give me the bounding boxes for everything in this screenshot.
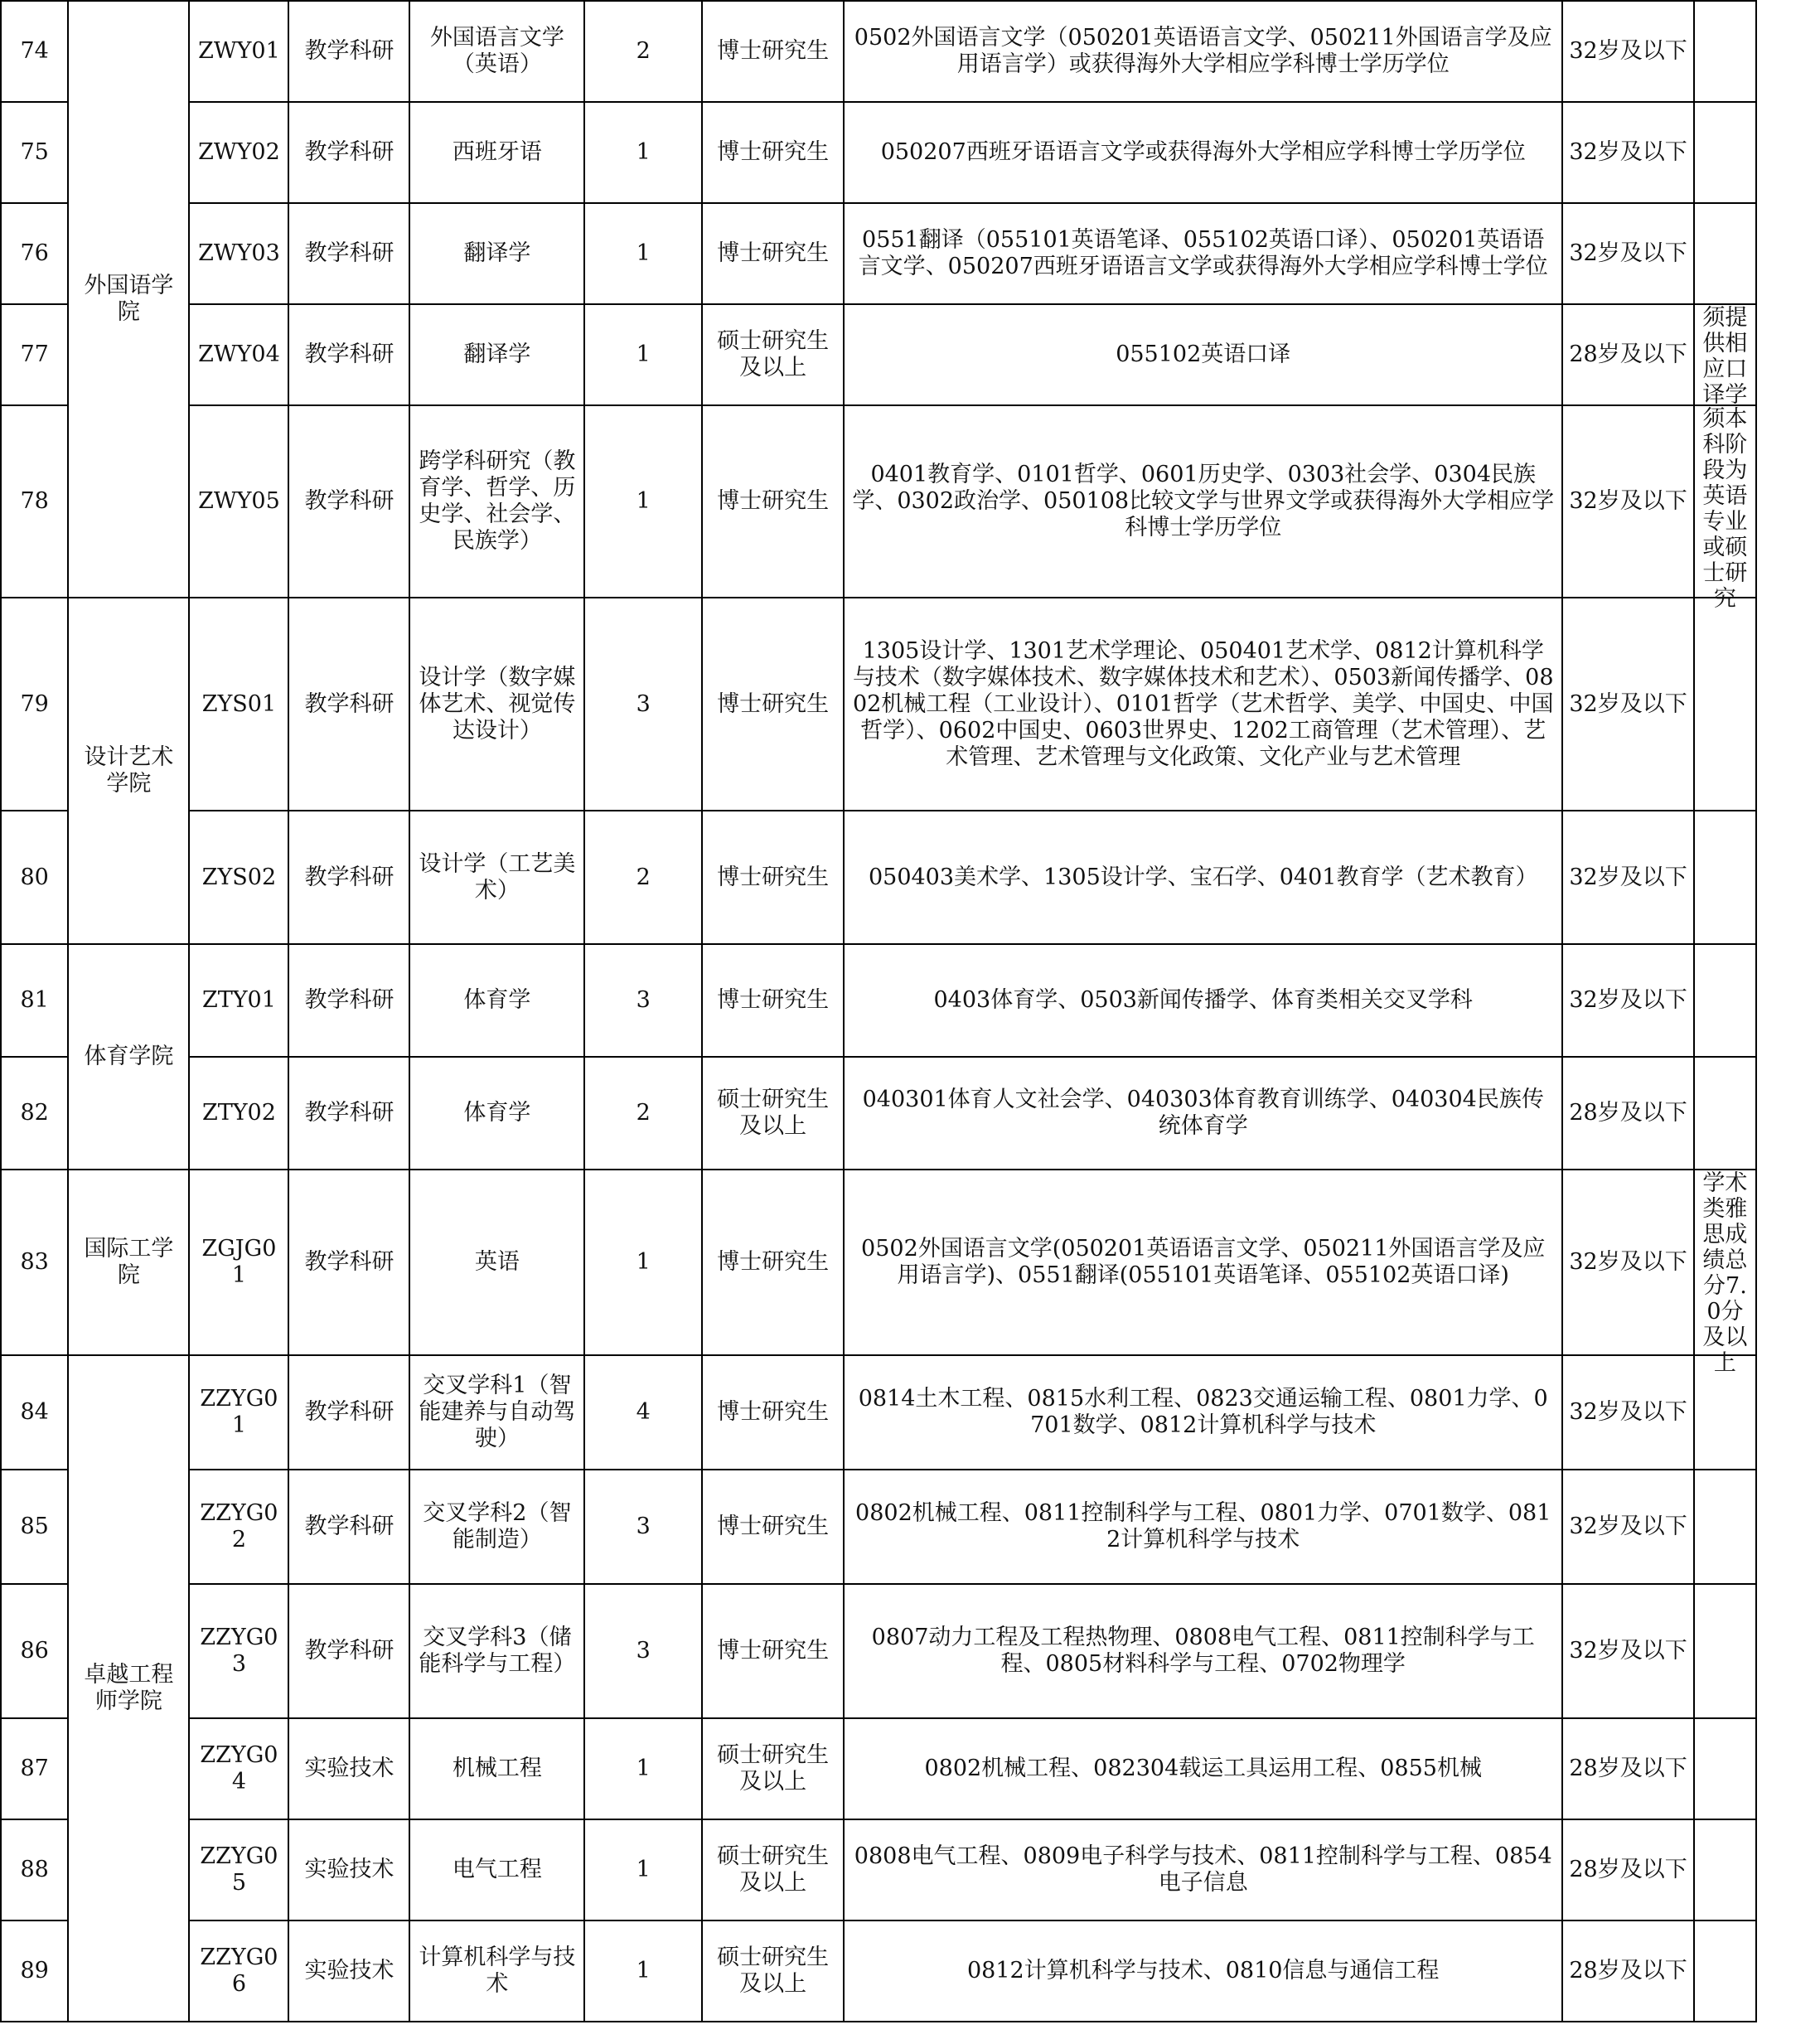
note-text: 学术类雅思成绩总分7.0分及以上 bbox=[1702, 1170, 1748, 1376]
position-type: 教学科研 bbox=[288, 811, 409, 944]
age-limit: 32岁及以下 bbox=[1562, 944, 1694, 1057]
age-limit: 32岁及以下 bbox=[1562, 1355, 1694, 1470]
major-requirement: 1305设计学、1301艺术学理论、050401艺术学、0812计算机科学与技术（数字媒体技术、数字媒体技术和艺术）、0503新闻传播学、0802机械工程（工业设计）、0101哲学（艺术哲学、美学、中国史、中国哲学）、0602中国史、0603世界史、1202工商管理（艺术管理）、艺术管理、艺术管理与文化政策、文化产业与艺术管理 bbox=[844, 598, 1562, 811]
age-limit: 32岁及以下 bbox=[1562, 1470, 1694, 1584]
major-requirement: 0802机械工程、0811控制科学与工程、0801力学、0701数学、0812计算机科学与技术 bbox=[844, 1470, 1562, 1584]
position-type: 教学科研 bbox=[288, 304, 409, 405]
row-number: 89 bbox=[1, 1920, 68, 2022]
position-type: 教学科研 bbox=[288, 1057, 409, 1170]
subject: 设计学（工艺美术） bbox=[409, 811, 584, 944]
subject: 翻译学 bbox=[409, 203, 584, 304]
note bbox=[1694, 1470, 1756, 1584]
hire-count: 1 bbox=[584, 102, 702, 203]
degree: 博士研究生 bbox=[702, 203, 844, 304]
hire-count: 3 bbox=[584, 1470, 702, 1584]
note bbox=[1694, 1920, 1756, 2022]
table-row bbox=[1, 1057, 1756, 1170]
degree: 博士研究生 bbox=[702, 598, 844, 811]
age-limit: 28岁及以下 bbox=[1562, 1920, 1694, 2022]
position-code: ZTY02 bbox=[189, 1057, 288, 1170]
age-limit: 32岁及以下 bbox=[1562, 405, 1694, 598]
row-number: 75 bbox=[1, 102, 68, 203]
position-type: 教学科研 bbox=[288, 1470, 409, 1584]
position-code: ZGJG01 bbox=[189, 1170, 288, 1355]
table-row bbox=[1, 304, 1756, 405]
major-requirement: 0401教育学、0101哲学、0601历史学、0303社会学、0304民族学、0302政治学、050108比较文学与世界文学或获得海外大学相应学科博士学历学位 bbox=[844, 405, 1562, 598]
hire-count: 1 bbox=[584, 1920, 702, 2022]
table-row bbox=[1, 203, 1756, 304]
table-row bbox=[1, 811, 1756, 944]
position-code: ZWY02 bbox=[189, 102, 288, 203]
row-number: 83 bbox=[1, 1170, 68, 1355]
note bbox=[1694, 598, 1756, 811]
row-number: 74 bbox=[1, 1, 68, 102]
position-code: ZWY01 bbox=[189, 1, 288, 102]
row-number: 86 bbox=[1, 1584, 68, 1718]
major-requirement: 050403美术学、1305设计学、宝石学、0401教育学（艺术教育） bbox=[844, 811, 1562, 944]
row-number: 85 bbox=[1, 1470, 68, 1584]
subject: 交叉学科1（智能建养与自动驾驶） bbox=[409, 1355, 584, 1470]
degree: 博士研究生 bbox=[702, 1470, 844, 1584]
note bbox=[1694, 405, 1756, 612]
hire-count: 3 bbox=[584, 598, 702, 811]
table-row bbox=[1, 1718, 1756, 1819]
hire-count: 1 bbox=[584, 1718, 702, 1819]
row-number: 84 bbox=[1, 1355, 68, 1470]
degree: 硕士研究生及以上 bbox=[702, 1718, 844, 1819]
college-cell: 卓越工程师学院 bbox=[68, 1355, 189, 2022]
degree: 博士研究生 bbox=[702, 405, 844, 598]
note-text: 须本科阶段为英语专业或硕士研究 bbox=[1702, 406, 1748, 612]
age-limit: 28岁及以下 bbox=[1562, 304, 1694, 405]
row-number: 82 bbox=[1, 1057, 68, 1170]
position-type: 教学科研 bbox=[288, 1170, 409, 1355]
subject: 翻译学 bbox=[409, 304, 584, 405]
age-limit: 28岁及以下 bbox=[1562, 1718, 1694, 1819]
table-row bbox=[1, 405, 1756, 598]
subject: 机械工程 bbox=[409, 1718, 584, 1819]
note bbox=[1694, 811, 1756, 944]
position-code: ZYS01 bbox=[189, 598, 288, 811]
major-requirement: 0802机械工程、082304载运工具运用工程、0855机械 bbox=[844, 1718, 1562, 1819]
hire-count: 1 bbox=[584, 1819, 702, 1920]
college-cell: 设计艺术学院 bbox=[68, 598, 189, 944]
degree: 博士研究生 bbox=[702, 811, 844, 944]
table-row bbox=[1, 1819, 1756, 1920]
row-number: 87 bbox=[1, 1718, 68, 1819]
position-code: ZZYG03 bbox=[189, 1584, 288, 1718]
degree: 硕士研究生及以上 bbox=[702, 1819, 844, 1920]
major-requirement: 0502外国语言文学（050201英语语言文学、050211外国语言学及应用语言学）或获得海外大学相应学科博士学历学位 bbox=[844, 1, 1562, 102]
college-cell: 外国语学院 bbox=[68, 1, 189, 598]
note bbox=[1694, 1170, 1756, 1376]
major-requirement: 0502外国语言文学(050201英语语言文学、050211外国语言学及应用语言学)、0551翻译(055101英语笔译、055102英语口译) bbox=[844, 1170, 1562, 1355]
hire-count: 1 bbox=[584, 405, 702, 598]
position-code: ZWY04 bbox=[189, 304, 288, 405]
age-limit: 32岁及以下 bbox=[1562, 203, 1694, 304]
note bbox=[1694, 102, 1756, 203]
major-requirement: 050207西班牙语语言文学或获得海外大学相应学科博士学历学位 bbox=[844, 102, 1562, 203]
major-requirement: 0403体育学、0503新闻传播学、体育类相关交叉学科 bbox=[844, 944, 1562, 1057]
degree: 硕士研究生及以上 bbox=[702, 1057, 844, 1170]
position-type: 实验技术 bbox=[288, 1819, 409, 1920]
degree: 博士研究生 bbox=[702, 1355, 844, 1470]
note bbox=[1694, 1718, 1756, 1819]
degree: 硕士研究生及以上 bbox=[702, 1920, 844, 2022]
position-code: ZZYG01 bbox=[189, 1355, 288, 1470]
row-number: 81 bbox=[1, 944, 68, 1057]
major-requirement: 055102英语口译 bbox=[844, 304, 1562, 405]
subject: 外国语言文学（英语） bbox=[409, 1, 584, 102]
hire-count: 1 bbox=[584, 304, 702, 405]
hire-count: 3 bbox=[584, 944, 702, 1057]
position-code: ZTY01 bbox=[189, 944, 288, 1057]
table-row bbox=[1, 944, 1756, 1057]
hire-count: 4 bbox=[584, 1355, 702, 1470]
subject: 体育学 bbox=[409, 1057, 584, 1170]
degree: 硕士研究生及以上 bbox=[702, 304, 844, 405]
position-type: 教学科研 bbox=[288, 1, 409, 102]
subject: 计算机科学与技术 bbox=[409, 1920, 584, 2022]
degree: 博士研究生 bbox=[702, 1170, 844, 1355]
subject: 西班牙语 bbox=[409, 102, 584, 203]
row-number: 76 bbox=[1, 203, 68, 304]
position-code: ZWY05 bbox=[189, 405, 288, 598]
note bbox=[1694, 203, 1756, 304]
position-type: 实验技术 bbox=[288, 1718, 409, 1819]
subject: 电气工程 bbox=[409, 1819, 584, 1920]
table-row bbox=[1, 1, 1756, 102]
note bbox=[1694, 1, 1756, 102]
position-type: 教学科研 bbox=[288, 405, 409, 598]
note bbox=[1694, 1819, 1756, 1920]
position-type: 教学科研 bbox=[288, 203, 409, 304]
position-code: ZZYG02 bbox=[189, 1470, 288, 1584]
position-type: 教学科研 bbox=[288, 1584, 409, 1718]
note bbox=[1694, 1057, 1756, 1170]
subject: 交叉学科3（储能科学与工程） bbox=[409, 1584, 584, 1718]
position-type: 教学科研 bbox=[288, 598, 409, 811]
hire-count: 1 bbox=[584, 1170, 702, 1355]
major-requirement: 040301体育人文社会学、040303体育教育训练学、040304民族传统体育学 bbox=[844, 1057, 1562, 1170]
major-requirement: 0814土木工程、0815水利工程、0823交通运输工程、0801力学、0701数学、0812计算机科学与技术 bbox=[844, 1355, 1562, 1470]
position-type: 教学科研 bbox=[288, 102, 409, 203]
subject: 跨学科研究（教育学、哲学、历史学、社会学、民族学） bbox=[409, 405, 584, 598]
age-limit: 28岁及以下 bbox=[1562, 1057, 1694, 1170]
hire-count: 2 bbox=[584, 811, 702, 944]
row-number: 78 bbox=[1, 405, 68, 598]
note bbox=[1694, 1584, 1756, 1718]
note bbox=[1694, 944, 1756, 1057]
hire-count: 1 bbox=[584, 203, 702, 304]
major-requirement: 0812计算机科学与技术、0810信息与通信工程 bbox=[844, 1920, 1562, 2022]
table-row bbox=[1, 598, 1756, 811]
college-cell: 体育学院 bbox=[68, 944, 189, 1170]
table-row bbox=[1, 1170, 1756, 1355]
table-row bbox=[1, 1355, 1756, 1470]
major-requirement: 0551翻译（055101英语笔译、055102英语口译）、050201英语语言文学、050207西班牙语语言文学或获得海外大学相应学科博士学位 bbox=[844, 203, 1562, 304]
row-number: 80 bbox=[1, 811, 68, 944]
subject: 交叉学科2（智能制造） bbox=[409, 1470, 584, 1584]
position-code: ZZYG05 bbox=[189, 1819, 288, 1920]
hire-count: 2 bbox=[584, 1057, 702, 1170]
position-type: 教学科研 bbox=[288, 1355, 409, 1470]
degree: 博士研究生 bbox=[702, 944, 844, 1057]
age-limit: 32岁及以下 bbox=[1562, 1584, 1694, 1718]
age-limit: 32岁及以下 bbox=[1562, 598, 1694, 811]
age-limit: 32岁及以下 bbox=[1562, 811, 1694, 944]
position-type: 教学科研 bbox=[288, 944, 409, 1057]
note-text: 须提供相应口译学 bbox=[1702, 305, 1748, 408]
row-number: 79 bbox=[1, 598, 68, 811]
position-code: ZZYG04 bbox=[189, 1718, 288, 1819]
degree: 博士研究生 bbox=[702, 102, 844, 203]
position-code: ZYS02 bbox=[189, 811, 288, 944]
note bbox=[1694, 304, 1756, 408]
hire-count: 3 bbox=[584, 1584, 702, 1718]
subject: 体育学 bbox=[409, 944, 584, 1057]
age-limit: 32岁及以下 bbox=[1562, 1, 1694, 102]
position-code: ZZYG06 bbox=[189, 1920, 288, 2022]
college-cell: 国际工学院 bbox=[68, 1170, 189, 1355]
hire-count: 2 bbox=[584, 1, 702, 102]
position-code: ZWY03 bbox=[189, 203, 288, 304]
age-limit: 32岁及以下 bbox=[1562, 1170, 1694, 1355]
table-row bbox=[1, 1920, 1756, 2022]
major-requirement: 0808电气工程、0809电子科学与技术、0811控制科学与工程、0854电子信息 bbox=[844, 1819, 1562, 1920]
table-row bbox=[1, 1584, 1756, 1718]
table-row bbox=[1, 1470, 1756, 1584]
degree: 博士研究生 bbox=[702, 1584, 844, 1718]
age-limit: 32岁及以下 bbox=[1562, 102, 1694, 203]
table-row bbox=[1, 102, 1756, 203]
row-number: 88 bbox=[1, 1819, 68, 1920]
subject: 英语 bbox=[409, 1170, 584, 1355]
subject: 设计学（数字媒体艺术、视觉传达设计） bbox=[409, 598, 584, 811]
major-requirement: 0807动力工程及工程热物理、0808电气工程、0811控制科学与工程、0805材料科学与工程、0702物理学 bbox=[844, 1584, 1562, 1718]
age-limit: 28岁及以下 bbox=[1562, 1819, 1694, 1920]
position-type: 实验技术 bbox=[288, 1920, 409, 2022]
row-number: 77 bbox=[1, 304, 68, 405]
degree: 博士研究生 bbox=[702, 1, 844, 102]
